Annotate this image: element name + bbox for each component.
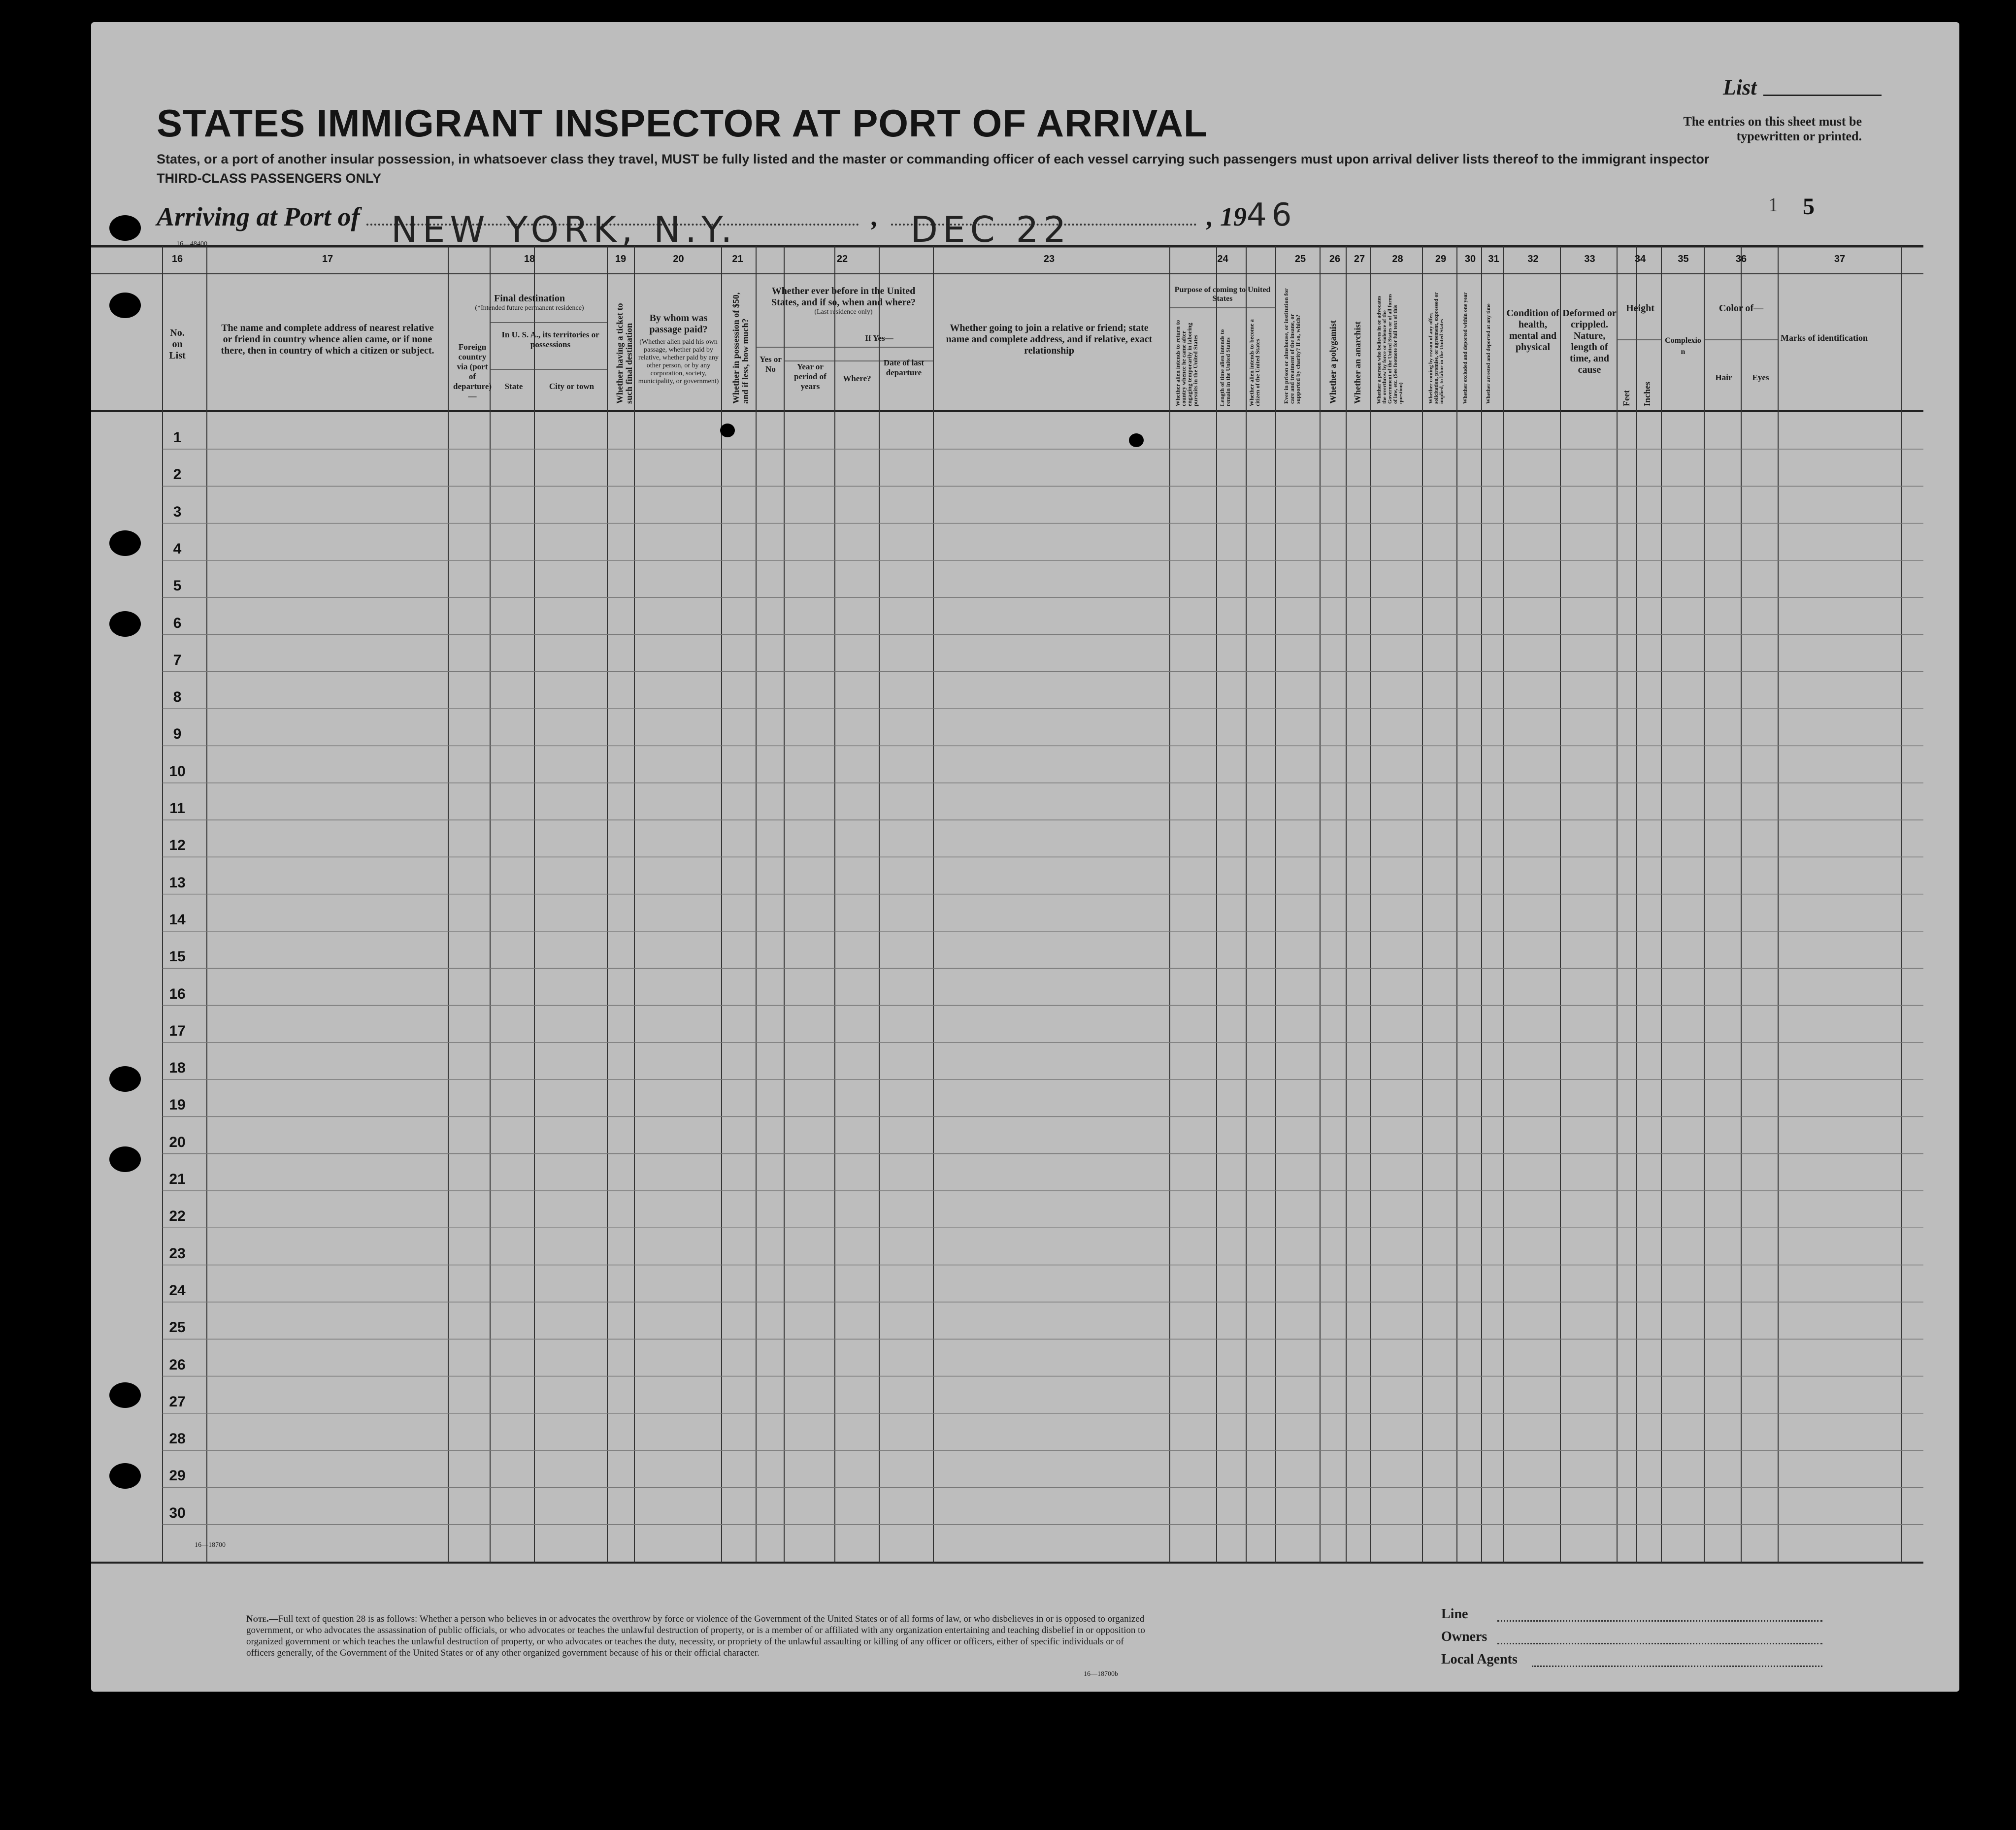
colnum-35: 35 (1678, 254, 1689, 264)
row-number: 22 (169, 1208, 186, 1225)
row-number: 15 (169, 948, 186, 965)
header-purpose-return: Whether alien intends to return to country whence he came after engaging temporarily in laboring pursuits in the United States (1174, 320, 1199, 406)
form-code-bottom: 16—18700 (195, 1541, 226, 1549)
header-no-on-list: No. on List (169, 327, 186, 361)
header-inches: Inches (1642, 381, 1652, 406)
colnum-25: 25 (1294, 254, 1306, 264)
arriving-line: Arriving at Port of NEW YORK, N.Y. , DEC 22 , 1946 (157, 197, 1297, 250)
row-number: 29 (169, 1468, 186, 1484)
colnum-34: 34 (1634, 254, 1646, 264)
punch-hole (109, 293, 141, 318)
header-passage-paid (638, 313, 719, 386)
header-where: Where? (843, 374, 871, 383)
row-number: 2 (173, 466, 182, 483)
header-final-destination (453, 293, 606, 312)
manifest-table (91, 244, 1923, 1564)
date-value: DEC 22 (910, 209, 1071, 250)
header-city: City or town (549, 382, 595, 391)
header-yes-no: Yes or No (760, 355, 782, 374)
row-number: 5 (173, 578, 182, 594)
passage-paid-note: (Whether alien paid his own passage, whether paid by relative, whether paid by any other person, or by any corporation, society, municipality, or government) (638, 338, 719, 385)
header-foreign-country: Foreign country via (port of departure)— (453, 342, 492, 401)
colnum-28: 28 (1392, 254, 1403, 264)
header-eyes: Eyes (1752, 373, 1769, 382)
colnum-32: 32 (1527, 254, 1539, 264)
colnum-24: 24 (1217, 254, 1228, 264)
punch-hole (109, 611, 141, 637)
form-code-footnote: 16—18700b (1084, 1670, 1118, 1678)
row-number: 3 (173, 503, 182, 520)
row-number: 11 (169, 800, 185, 817)
row-number: 6 (173, 615, 182, 631)
header-prison: Ever in prison or almshouse, or institution for care and treatment of the insane, or supported by charity? If so, which? (1283, 288, 1301, 404)
header-height: Height (1626, 303, 1654, 314)
colnum-31: 31 (1488, 254, 1499, 264)
colnum-16: 16 (171, 254, 183, 264)
list-label: List (1723, 75, 1757, 99)
row-number: 19 (169, 1097, 186, 1113)
row-number: 14 (169, 911, 186, 928)
owners-label: Owners (1441, 1629, 1487, 1644)
header-fifty-dollars: Whether in possession of $50, and if less, how much? (731, 292, 750, 404)
colnum-18: 18 (524, 254, 535, 264)
owners-field[interactable] (1497, 1643, 1822, 1644)
header-ticket: Whether having a ticket to such final destination (615, 303, 634, 404)
note-text: —Full text of question 28 is as follows: Whether a person who believes in or advocates the overthrow by force or violence of the Government of the United States or of all forms of law, or who disbelieves in or is opposed to organized government, or who advocates the assassination of public officials, or who advocates or teaches the unlawful destruction of property, or is a member of or affiliated with any organization entertaining and teaching disbelief in or opposition to organized government or which teaches the unlawful destruction of property, or who advocates or teaches the duty, necessity, or propriety of the unlawful assaulting or killing of any officer or officers, either of specific individuals or of officers generally, of the Government of the United States or of any other organized government because of his or their official character. (246, 1614, 1145, 1658)
header-color: Color of— (1719, 303, 1764, 314)
punch-hole (109, 1146, 141, 1172)
row-number: 26 (169, 1356, 186, 1373)
port-value: NEW YORK, N.Y. (391, 209, 737, 250)
colnum-30: 30 (1464, 254, 1476, 264)
year-prefix: 19 (1220, 202, 1247, 231)
table-lines (91, 244, 1923, 1564)
punch-hole (109, 1066, 141, 1092)
final-destination-label: Final destination (494, 293, 565, 304)
row-number: 12 (169, 837, 186, 854)
header-excluded: Whether excluded and deported within one year (1462, 292, 1468, 404)
header-polygamist: Whether a polygamist (1328, 320, 1338, 404)
passenger-class-label: THIRD-CLASS PASSENGERS ONLY (157, 171, 382, 186)
header-feet: Feet (1621, 390, 1631, 406)
punch-hole (720, 424, 735, 437)
line-label: Line (1441, 1606, 1468, 1622)
list-number-field[interactable] (1763, 95, 1882, 96)
header-deformed: Deformed or crippled. Nature, length of time, and cause (1562, 308, 1617, 375)
header-anarchist: Whether an anarchist (1353, 321, 1362, 404)
page-title: STATES IMMIGRANT INSPECTOR AT PORT OF ARRIVAL (157, 101, 1208, 145)
header-condition: Condition of health, mental and physical (1506, 308, 1559, 353)
row-number: 16 (169, 985, 186, 1002)
punch-hole (1129, 433, 1144, 447)
row-number: 13 (169, 874, 186, 891)
row-number: 24 (169, 1282, 186, 1299)
form-code-top: 16—48400 (176, 240, 207, 248)
punch-hole (109, 1382, 141, 1408)
colnum-36: 36 (1735, 254, 1747, 264)
header-if-yes: If Yes— (865, 333, 893, 343)
colnum-19: 19 (615, 254, 627, 264)
header-before-in-us (759, 286, 928, 316)
row-number: 27 (169, 1393, 186, 1410)
header-last-departure: Date of last departure (883, 358, 925, 377)
row-number: 4 (173, 540, 182, 557)
header-question-28: Whether a person who believes in or advocates the overthrow by force or violence of the Government of the United States or of all forms of law, etc. (See footnote for full text of this question) (1376, 294, 1404, 404)
row-number: 1 (173, 429, 182, 446)
row-number: 20 (169, 1134, 186, 1150)
row-number: 9 (173, 726, 182, 743)
date-field[interactable] (891, 209, 1196, 250)
row-number: 18 (169, 1060, 186, 1077)
row-number: 8 (173, 689, 182, 706)
punch-hole (109, 530, 141, 556)
header-arrested: Whether arrested and deported at any time (1486, 303, 1491, 404)
header-hair: Hair (1715, 373, 1732, 382)
header-in-usa: In U. S. A., its territories or possessions (501, 330, 599, 349)
local-agents-label: Local Agents (1441, 1652, 1518, 1667)
before-in-us-note: (Last residence only) (814, 308, 873, 316)
final-destination-note: (*Intended future permanent residence) (475, 304, 584, 312)
instructions-text: States, or a port of another insular possession, in whatsoever class they travel, MUST be fully listed and the master or commanding officer of each vessel carrying such passengers must upon arrival deliver lists thereof to the immigrant inspector (157, 152, 1710, 166)
question-28-footnote (246, 1613, 1153, 1659)
note-label: Note. (246, 1614, 269, 1624)
colnum-26: 26 (1329, 254, 1341, 264)
colnum-22: 22 (836, 254, 848, 264)
entries-note: The entries on this sheet must be typewritten or printed. (1683, 114, 1862, 143)
row-number: 17 (169, 1022, 186, 1039)
row-number: 10 (169, 763, 186, 780)
header-years: Year or period of years (794, 362, 826, 391)
header-nearest-relative: The name and complete address of nearest relative or friend in country whence alien came, or if none there, then in country of which a citizen or subject. (221, 323, 434, 356)
header-marks: Marks of identification (1781, 333, 1868, 343)
header-join-relative: Whether going to join a relative or friend; state name and complete address, and if relative, exact relationship (946, 323, 1153, 356)
colnum-37: 37 (1834, 254, 1846, 264)
colnum-29: 29 (1435, 254, 1447, 264)
header-purpose: Purpose of coming to United States (1174, 286, 1271, 303)
colnum-27: 27 (1354, 254, 1365, 264)
header-labor-offer: Whether coming by reason of any offer, solicitation, promise, or agreement, expressed or implied, to labor in the United States (1428, 292, 1445, 404)
header-complexion: Complexion (1665, 336, 1701, 356)
passage-paid-label: By whom was passage paid? (649, 313, 708, 335)
row-number: 30 (169, 1504, 186, 1521)
header-state: State (504, 382, 523, 391)
line-field[interactable] (1497, 1620, 1822, 1622)
punch-hole (109, 1463, 141, 1489)
row-number: 7 (173, 652, 182, 668)
sheet-mark: 1 (1768, 194, 1778, 216)
year-value: 46 (1247, 197, 1297, 233)
before-in-us-label: Whether ever before in the United States, and if so, when and where? (771, 286, 916, 308)
header-purpose-length: Length of time alien intends to remain in the United States (1219, 329, 1231, 406)
colnum-17: 17 (322, 254, 333, 264)
colnum-21: 21 (732, 254, 743, 264)
colnum-33: 33 (1584, 254, 1595, 264)
row-number: 28 (169, 1431, 186, 1447)
colnum-20: 20 (673, 254, 684, 264)
arriving-label: Arriving at Port of (157, 202, 360, 231)
port-field[interactable] (366, 209, 859, 250)
punch-hole (109, 215, 141, 241)
row-number: 21 (169, 1171, 186, 1187)
row-number: 25 (169, 1319, 186, 1336)
sheet-number: 5 (1803, 194, 1815, 220)
row-number: 23 (169, 1245, 186, 1262)
header-purpose-citizen: Whether alien intends to become a citizen of the United States (1248, 319, 1261, 406)
colnum-23: 23 (1043, 254, 1055, 264)
local-agents-field[interactable] (1532, 1666, 1822, 1667)
